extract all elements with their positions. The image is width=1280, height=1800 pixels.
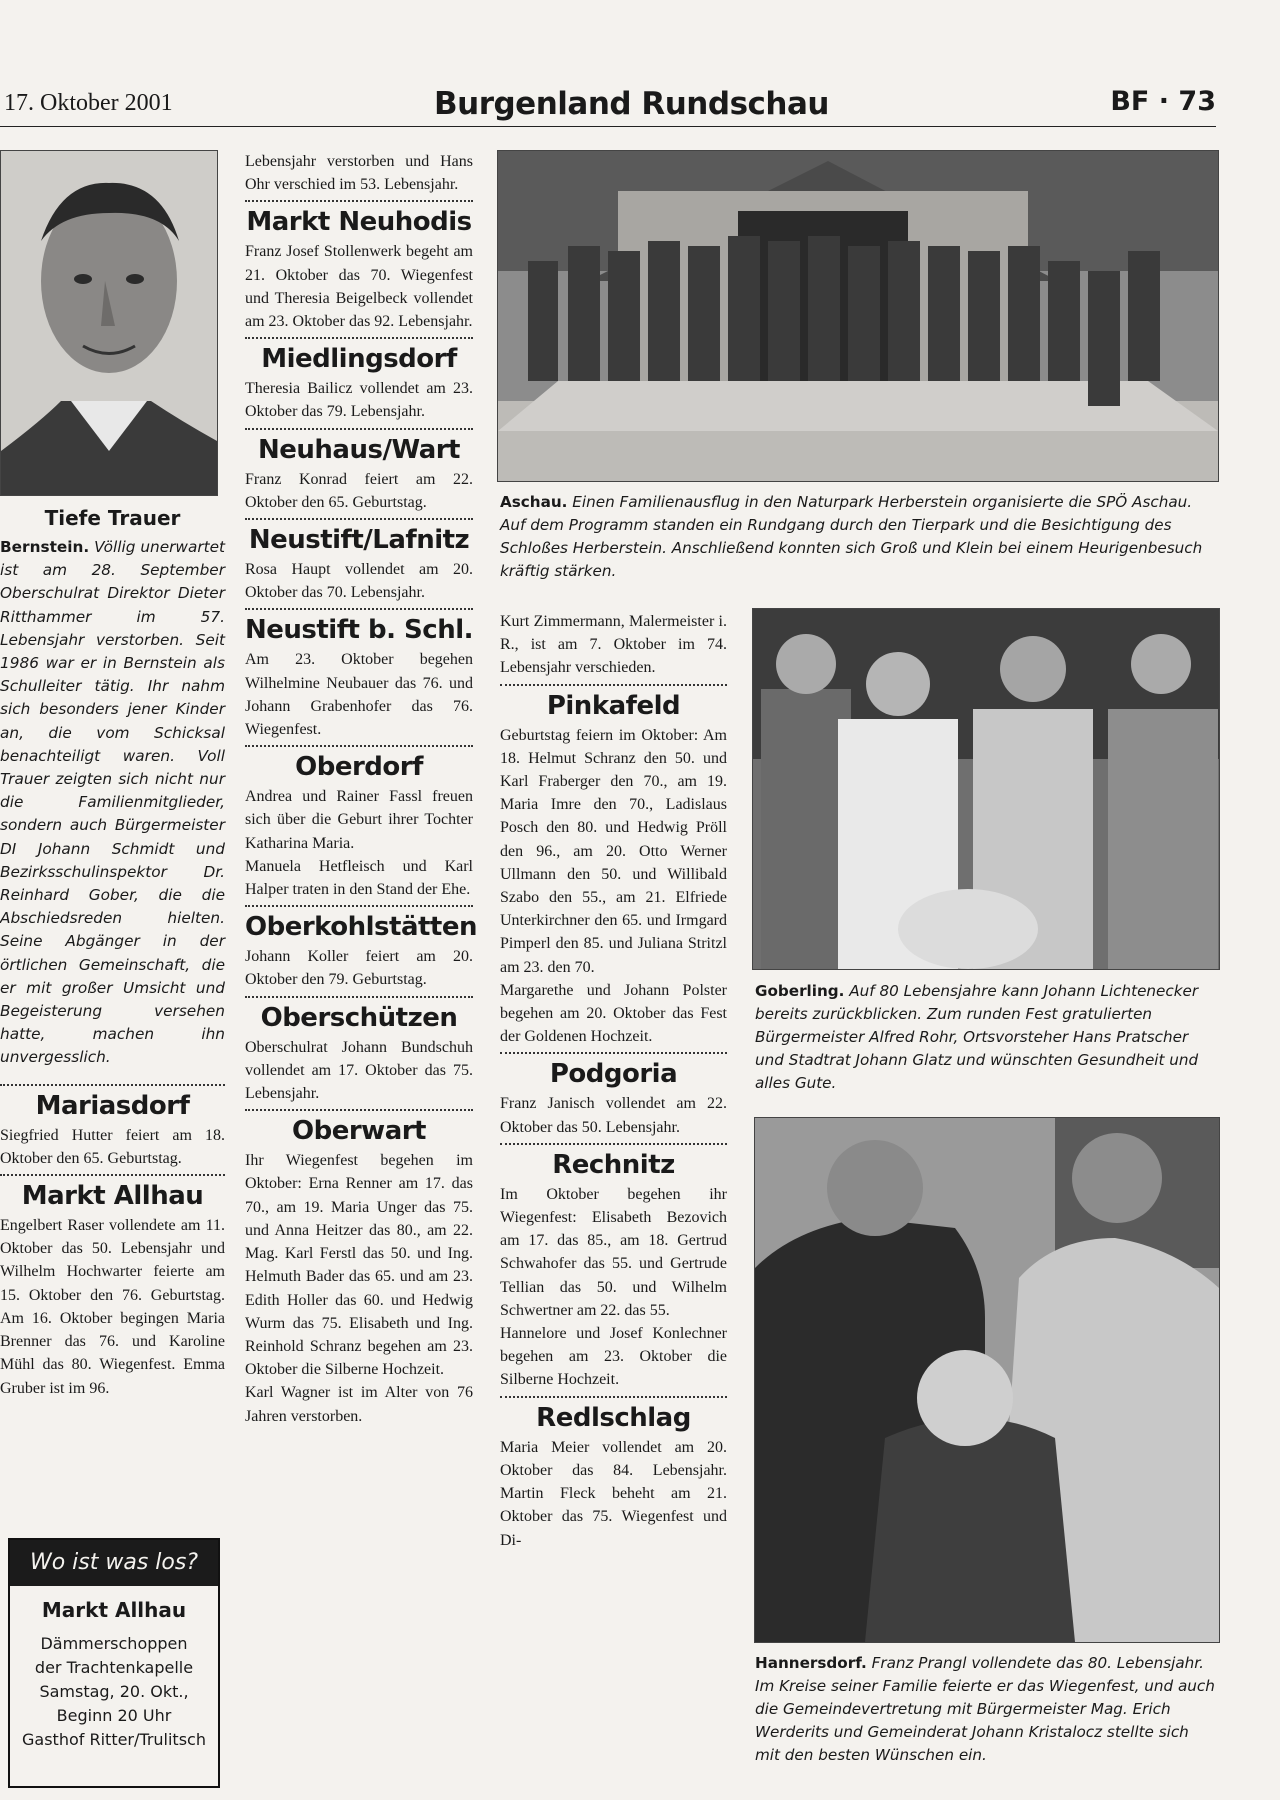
separator [245,1109,473,1111]
separator [245,518,473,520]
text-podgoria: Franz Janisch vollendet am 22. Oktober das 50. Lebensjahr. [500,1095,727,1136]
separator [245,200,473,202]
caption-hannersdorf [755,1652,1217,1767]
page-header [0,80,1216,127]
photo-hannersdorf [754,1117,1220,1643]
separator [500,1396,727,1398]
issue-date: 17. Oktober 2001 [4,90,173,116]
caption-lead: Goberling. [755,982,845,1000]
separator [245,905,473,907]
event-box-body [10,1632,218,1752]
text-rechnitz [500,1183,727,1392]
page-number: BF · 73 [1110,86,1216,117]
paragraph: Andrea und Rainer Fassl freuen sich über die Geburt ihrer Tochter Katharina Maria. [245,788,473,852]
column-1 [0,150,225,1400]
text-oberschuetzen: Oberschulrat Johann Bundschuh vollendet am 17. Oktober das 75. Lebensjahr. [245,1038,473,1103]
paragraph: Ihr Wiegenfest begehen im Oktober: Erna Renner am 17. das 70., am 19. Maria Unger das 75. und Anna Heitzer das 80., am 22. Mag. Karl Ferstl das 50. und Ing. Helmuth Bader das 65. und am 23. Edith Holler das 60. und Hedwig Wurm das 75. Elisabeth und Ing. Reinhold Schranz begehen am 23. Oktober die Silberne Hochzeit. [245,1152,473,1379]
separator [500,1052,727,1054]
event-box [8,1538,220,1788]
group-photo-image [498,151,1218,481]
portrait-photo [0,150,218,496]
caption-lead: Aschau. [500,493,568,511]
heading-oberschuetzen: Oberschützen [260,1002,458,1033]
photo-aschau [497,150,1219,482]
paragraph: Im Oktober begehen ihr Wiegenfest: Elisabeth Bezovich am 17. das 85., am 18. Gertrud Schwahofer das 55. und Gertrude Tellian das 50. und Wilhelm Schwertner am 22. das 55. [500,1185,727,1319]
separator [500,1143,727,1145]
paragraph: Geburtstag feiern im Oktober: Am 18. Helmut Schranz den 50. und Karl Fraberger den 70., am 19. Maria Imre den 70., Ladislaus Posch den 80. und Hedwig Pröll den 96., am 20. Otto Werner Ullmann den 50. und Willibald Szabo den 55., am 21. Elfriede Unterkirchner den 65. und Irmgard Pimperl den 85. und Juliana Stritzl am 23. den 70. [500,726,727,976]
heading-neustift-schl: Neustift b. Schl. [245,615,473,646]
text-intro: Kurt Zimmermann, Malermeister i. R., ist am 7. Oktober im 74. Lebensjahr verschieden. [500,613,727,677]
event-line: Dämmerschoppen [40,1634,188,1653]
newspaper-title: Burgenland Rundschau [434,86,829,122]
hannersdorf-image [755,1118,1219,1642]
separator [245,428,473,430]
caption-lead: Hannersdorf. [755,1654,867,1672]
separator [0,1084,225,1086]
portrait-image [1,151,217,495]
text-pinkafeld [500,724,727,1049]
text-miedlingsdorf: Theresia Bailicz vollendet am 23. Oktober das 79. Lebensjahr. [245,380,473,421]
paragraph: Margarethe und Johann Polster begehen am 20. Oktober das Fest der Goldenen Hochzeit. [500,981,727,1046]
text-oberkohlstaetten: Johann Koller feiert am 20. Oktober den 79. Geburtstag. [245,948,473,989]
separator [0,1174,225,1176]
separator [245,337,473,339]
caption-text: Einen Familienausflug in den Naturpark Herberstein organisierte die SPÖ Aschau. Auf dem Programm standen ein Rundgang durch den Tierpark und die Besichtigung des Schloßes Herberstein. Anschließend konnten sich Groß und Klein bei einem Heurigenbesuch kräftig stärken. [500,493,1203,580]
trauer-lead: Bernstein. [0,538,90,556]
caption-text: Auf 80 Lebensjahre kann Johann Lichtenecker bereits zurückblicken. Zum runden Fest gratulierten Bürgermeister Alfred Rohr, Ortsvorsteher Hans Pratscher und Stadtrat Johann Glatz und wünschten Gesundheit und alles Gute. [755,982,1199,1092]
caption-aschau [500,491,1218,583]
event-box-title: Markt Allhau [41,1598,187,1622]
heading-neustift-lafnitz: Neustift/Lafnitz [248,525,470,556]
text-intro: Lebensjahr verstorben und Hans Ohr verschied im 53. Lebensjahr. [245,153,473,194]
heading-oberkohlstaetten: Oberkohlstätten [245,912,477,943]
separator [245,745,473,747]
text-markt-neuhodis: Franz Josef Stollenwerk begeht am 21. Oktober das 70. Wiegenfest und Theresia Beigelbeck vollendet am 23. Oktober das 92. Lebensjahr. [245,243,473,331]
heading-markt-neuhodis: Markt Neuhodis [246,207,472,238]
separator [245,608,473,610]
trauer-body: Völlig unerwartet ist am 28. September Oberschulrat Direktor Dieter Ritthammer im 57. Lebensjahr verstorben. Seit 1986 war er in Bernstein als Schulleiter tätig. Ihr nahm sich besonders jener Kinder an, die vom Schicksal benachteiligt waren. Voll Trauer zeigten sich nicht nur die Familienmitglieder, sondern auch Bürgermeister DI Johann Schmidt und Bezirksschulinspektor Dr. Reinhard Gober, die die Abschiedsreden hielten. Seine Abgänger in der örtlichen Gemeinschaft, die er mit großer Umsicht und Begeisterung versehen hatte, machen ihn unvergesslich. [0,538,226,1067]
column-2 [245,150,477,1428]
paragraph: Karl Wagner ist im Alter von 76 Jahren verstorben. [245,1384,473,1425]
event-line: Samstag, 20. Okt., [39,1682,189,1701]
column-3 [500,610,727,1552]
heading-pinkafeld: Pinkafeld [546,690,681,721]
photo-goberling [752,608,1220,970]
heading-oberdorf: Oberdorf [295,752,423,783]
heading-neuhaus-wart: Neuhaus/Wart [258,434,460,465]
paragraph: Manuela Hetfleisch und Karl Halper traten in den Stand der Ehe. [245,857,473,899]
heading-miedlingsdorf: Miedlingsdorf [261,344,457,375]
text-redlschlag: Maria Meier vollendet am 20. Oktober das 84. Lebensjahr. Martin Fleck beheht am 21. Oktober das 75. Wiegenfest und Di- [500,1438,727,1549]
trauer-heading: Tiefe Trauer [44,506,181,530]
heading-mariasdorf: Mariasdorf [35,1090,190,1121]
event-box-header: Wo ist was los? [10,1540,218,1586]
event-line: der Trachtenkapelle [34,1658,194,1677]
event-line: Gasthof Ritter/Trulitsch [22,1730,206,1749]
heading-oberwart: Oberwart [292,1116,426,1147]
separator [500,684,727,686]
caption-text: Franz Prangl vollendete das 80. Lebensjahr. Im Kreise seiner Familie feierte er das Wiegenfest, und auch die Gemeindevertretung mit Bürgermeister Mag. Erich Werderits und Gemeinderat Johann Kristalocz stellte sich mit den besten Wünschen ein. [755,1654,1215,1764]
goberling-image [753,609,1219,969]
separator [245,996,473,998]
paragraph: Hannelore und Josef Konlechner begehen am 23. Oktober die Silberne Hochzeit. [500,1325,727,1389]
heading-rechnitz: Rechnitz [552,1149,675,1180]
text-neuhaus-wart: Franz Konrad feiert am 22. Oktober den 65. Geburtstag. [245,470,473,511]
text-mariasdorf: Siegfried Hutter feiert am 18. Oktober den 65. Geburtstag. [0,1126,225,1167]
event-line: Beginn 20 Uhr [56,1706,172,1725]
heading-podgoria: Podgoria [549,1059,678,1090]
trauer-text [0,536,225,1070]
caption-goberling [755,980,1217,1095]
text-markt-allhau: Engelbert Raser vollendete am 11. Oktober das 50. Lebensjahr und Wilhelm Hochwarter feierte am 15. Oktober den 76. Geburtstag. Am 16. Oktober begingen Maria Brenner das 76. und Karoline Mühl das 80. Wiegenfest. Emma Gruber ist im 96. [0,1217,225,1397]
text-neustift-schl: Am 23. Oktober begehen Wilhelmine Neubauer das 76. und Johann Grabenhofer das 76. Wiegenfest. [245,651,473,739]
text-oberdorf [245,785,473,901]
heading-markt-allhau: Markt Allhau [21,1181,204,1212]
text-oberwart [245,1149,473,1427]
heading-redlschlag: Redlschlag [536,1402,691,1433]
text-neustift-lafnitz: Rosa Haupt vollendet am 20. Oktober das 70. Lebensjahr. [245,561,473,602]
